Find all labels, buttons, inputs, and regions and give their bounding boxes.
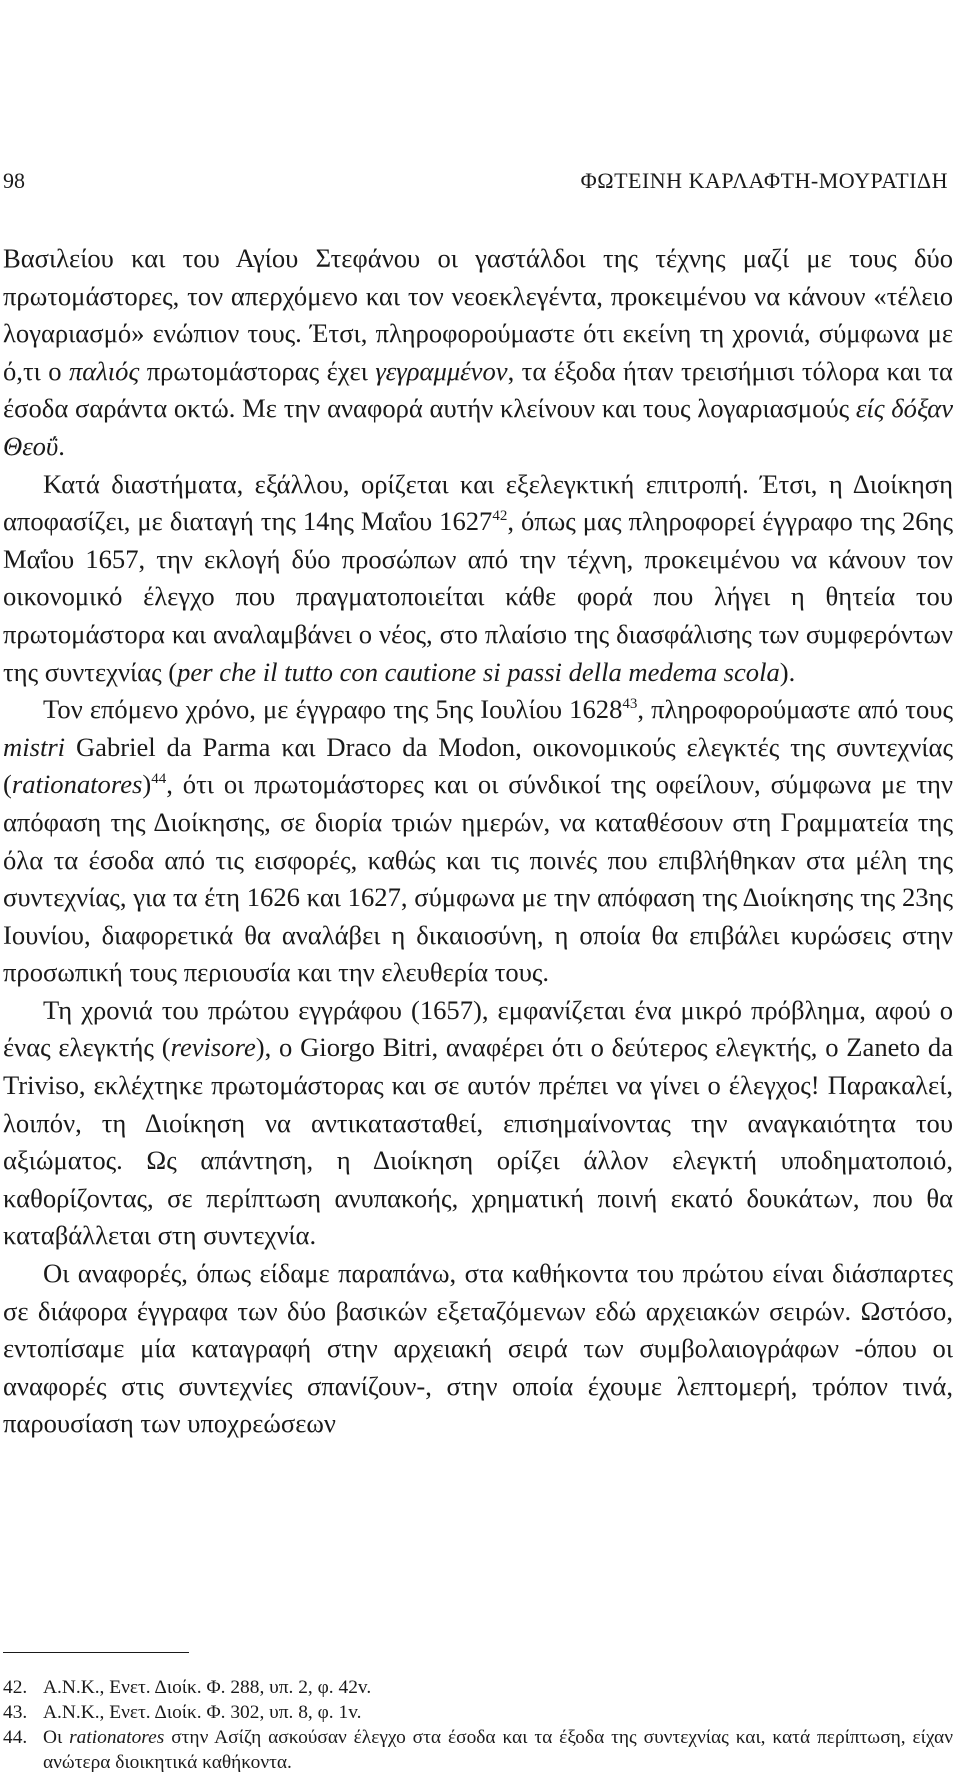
text-run: πρωτομάστορας έχει: [139, 355, 376, 386]
footnote-text: [43, 1725, 953, 1775]
text-run: Βασιλείου και του Αγίου Στεφάνου οι γαστάλδοι της τέχνης μαζί με τους δύο πρωτομάστορες, τον απερχόμενο και τον νεοεκλεγέντα, προκειμένου να κάνουν «τέλειο λογαριασμό» ενώπιον τους. Έτσι, πληροφορούμαστε ότι εκείνη τη χρονιά, σύμφωνα με ό,τι ο: [3, 243, 953, 386]
page-number: 98: [3, 168, 25, 193]
footnote-ref: 42: [492, 508, 508, 525]
running-head: [3, 168, 948, 198]
italic-text: είς δόξαν Θεοΰ: [3, 393, 954, 461]
running-head-author: ΦΩΤΕΙΝΗ ΚΑΡΛΑΦΤΗ-ΜΟΥΡΑΤΙΔΗ: [580, 168, 948, 193]
text-run: Gabriel da Parma και Draco da Modon, οικονομικούς ελεγκτές της συντεχνίας (: [3, 731, 953, 800]
italic-text: mistri: [3, 731, 66, 762]
text-run: , πληροφορούμαστε από τους: [637, 694, 953, 725]
italic-text: revisore: [170, 1032, 256, 1063]
text-run: Α.Ν.Κ., Ενετ. Διοίκ. Φ. 288, υπ. 2, φ. 42v.: [43, 1677, 372, 1698]
text-run: Α.Ν.Κ., Ενετ. Διοίκ. Φ. 302, υπ. 8, φ. 1v.: [43, 1702, 362, 1723]
text-run: Κατά διαστήματα, εξάλλου, ορίζεται και εξελεγκτική επιτροπή. Έτσι, η Διοίκηση αποφασίζει, με διαταγή της 14ης Μαΐου 1627: [3, 468, 953, 537]
main-text: [3, 240, 953, 1443]
italic-text: rationatores: [11, 769, 143, 800]
text-run: ): [142, 769, 152, 800]
text-run: στην Ασίζη ασκούσαν έλεγχο στα έσοδα και τα έξοδα της συντεχνίας και, κατά περίπτωση, είχαν ανώτερα διοικητικά καθήκοντα.: [43, 1727, 953, 1773]
footnotes: [3, 1675, 953, 1775]
paragraph: [3, 992, 953, 1255]
text-run: ), ο Giorgo Bitri, αναφέρει ότι ο δεύτερος ελεγκτής, ο Zaneto da Triviso, εκλέχτηκε πρωτομάστορας και σε αυτόν πρέπει να γίνει ο έλεγχος! Παρακαλεί, λοιπόν, τη Διοίκηση να αντικατασταθεί, επισημαίνοντας την αναγκαιότητα του αξιώματος. Ως απάντηση, η Διοίκηση ορίζει άλλον ελεγκτή υποδηματοποιό, καθορίζοντας, σε περίπτωση ανυπακοής, χρηματική ποινή εκατό δουκάτων, που θα καταβάλλεται στη συντεχνία.: [3, 1032, 953, 1251]
footnote-ref: 43: [622, 696, 638, 713]
text-run: .: [58, 430, 65, 461]
paragraph: [3, 1255, 953, 1443]
italic-text: γεγραμμένον: [375, 355, 508, 386]
footnote-divider: [3, 1652, 189, 1653]
italic-text: παλιός: [68, 355, 140, 386]
paragraph: [3, 691, 953, 992]
italic-text: rationatores: [69, 1727, 165, 1748]
footnote-text: [43, 1700, 953, 1725]
text-run: , τα έξοδα ήταν τρεισήμισι τόλορα και τα έσοδα σαράντα οκτώ. Με την αναφορά αυτήν κλείνουν και τους λογαριασμούς: [3, 355, 953, 424]
footnote: [3, 1700, 953, 1725]
footnote-text: [43, 1675, 953, 1700]
text-run: ).: [779, 656, 796, 687]
text-run: Οι: [43, 1727, 70, 1748]
paragraph: [3, 240, 953, 466]
footnote: [3, 1725, 953, 1775]
italic-text: per che il tutto con cautione si passi della medema scola: [177, 656, 780, 687]
text-run: , ότι οι πρωτομάστορες και οι σύνδικοί της οφείλουν, σύμφωνα με την απόφαση της Διοίκησης, σε διορία τριών ημερών, να καταθέσουν στη Γραμματεία της όλα τα έσοδα από τις εισφορές, καθώς και τις ποινές που επιβλήθηκαν στα μέλη της συντεχνίας, για τα έτη 1626 και 1627, σύμφωνα με την απόφαση της Διοίκησης της 23ης Ιουνίου, διαφορετικά θα αναλάβει η δικαιοσύνη, η οποία θα επιβάλει κυρώσεις στην προσωπική τους περιουσία και την ελευθερία τους.: [3, 769, 953, 988]
text-run: Τη χρονιά του πρώτου εγγράφου (1657), εμφανίζεται ένα μικρό πρόβλημα, αφού ο ένας ελεγκτής (: [3, 994, 953, 1063]
text-run: Τον επόμενο χρόνο, με έγγραφο της 5ης Ιουλίου 1628: [43, 694, 623, 725]
footnote: [3, 1675, 953, 1700]
text-run: , όπως μας πληροφορεί έγγραφο της 26ης Μαΐου 1657, την εκλογή δύο προσώπων από την τέχνη, προκειμένου να κάνουν τον οικονομικό έλεγχο που πραγματοποιείται κάθε φορά που λήγει η θητεία του πρωτομάστορα και αναλαμβάνει ο νέος, στο πλαίσιο της διασφάλισης των συμφερόντων της συντεχνίας (: [3, 506, 954, 687]
paragraph: [3, 466, 953, 692]
footnote-number: 44.: [3, 1727, 28, 1748]
footnote-number: 42.: [3, 1677, 28, 1698]
footnote-ref: 44: [151, 771, 167, 788]
text-run: Οι αναφορές, όπως είδαμε παραπάνω, στα καθήκοντα του πρώτου είναι διάσπαρτες σε διάφορα έγγραφα των δύο βασικών εξεταζόμενων εδώ αρχειακών σειρών. Ωστόσο, εντοπίσαμε μία καταγραφή στην αρχειακή σειρά των συμβολαιογράφων -όπου οι αναφορές στις συντεχνίες σπανίζουν-, στην οποία έχουμε λεπτομερή, τρόπον τινά, παρουσίαση των υποχρεώσεων: [3, 1258, 953, 1439]
footnote-number: 43.: [3, 1702, 28, 1723]
